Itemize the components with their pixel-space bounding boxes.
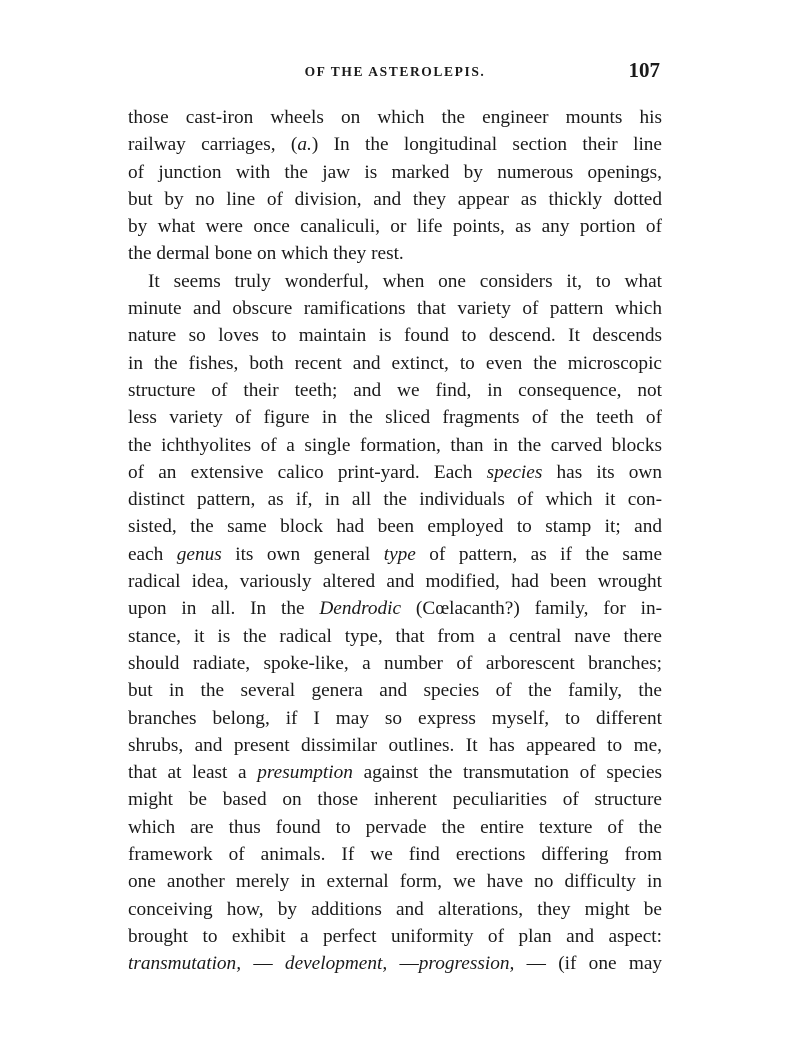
text-segment: its own general bbox=[221, 543, 384, 565]
text-line bbox=[128, 513, 662, 540]
text-line bbox=[128, 404, 662, 431]
text-segment: less variety of figure in the sliced fragments of the teeth of bbox=[128, 407, 662, 429]
text-line bbox=[128, 350, 662, 377]
text-line bbox=[128, 322, 662, 349]
text-segment: — bbox=[387, 953, 419, 975]
text-segment: railway carriages, ( bbox=[128, 134, 298, 156]
italic-text: transmutation, bbox=[128, 953, 242, 975]
text-segment: It seems truly wonderful, when one considers it, to what bbox=[148, 270, 662, 292]
text-line bbox=[128, 104, 662, 131]
text-line bbox=[128, 650, 662, 677]
text-segment: sisted, the same block had been employed to stamp it; and bbox=[128, 516, 662, 538]
running-head bbox=[128, 56, 662, 92]
text-segment: radical idea, variously altered and modified, had been wrought bbox=[128, 571, 662, 593]
text-line bbox=[128, 595, 662, 622]
text-segment: of junction with the jaw is marked by numerous openings, bbox=[128, 161, 662, 183]
italic-text: a. bbox=[297, 134, 312, 156]
text-line bbox=[128, 377, 662, 404]
text-segment: by what were once canaliculi, or life points, as any portion of bbox=[128, 216, 662, 238]
text-line bbox=[128, 759, 662, 786]
italic-text: presumption bbox=[257, 762, 353, 784]
text-segment: upon in all. In the bbox=[128, 598, 320, 620]
text-segment: — (if one may bbox=[514, 953, 662, 975]
text-segment: ) In the longitudinal section their line bbox=[311, 134, 662, 156]
text-line bbox=[128, 295, 662, 322]
text-line bbox=[128, 213, 662, 240]
italic-text: Dendrodic bbox=[319, 598, 402, 620]
text-segment: might be based on those inherent peculiarities of structure bbox=[128, 789, 662, 811]
text-segment: branches belong, if I may so express myself, to different bbox=[128, 707, 662, 729]
text-line bbox=[128, 923, 662, 950]
text-line bbox=[128, 868, 662, 895]
italic-text: type bbox=[383, 543, 416, 565]
text-segment: of pattern, as if the same bbox=[415, 543, 662, 565]
text-line bbox=[128, 268, 662, 295]
book-page bbox=[128, 56, 662, 978]
text-line bbox=[128, 568, 662, 595]
text-segment: stance, it is the radical type, that from a central nave there bbox=[128, 625, 662, 647]
text-segment: nature so loves to maintain is found to descend. It descends bbox=[128, 325, 662, 347]
text-segment: in the fishes, both recent and extinct, to even the microscopic bbox=[128, 352, 662, 374]
text-line bbox=[128, 732, 662, 759]
text-line bbox=[128, 841, 662, 868]
text-line bbox=[128, 814, 662, 841]
text-line bbox=[128, 486, 662, 513]
text-segment: should radiate, spoke-like, a number of arborescent branches; bbox=[128, 652, 662, 674]
text-segment: but by no line of division, and they appear as thickly dotted bbox=[128, 188, 662, 210]
text-segment: of an extensive calico print-yard. Each bbox=[128, 461, 487, 483]
text-segment: distinct pattern, as if, in all the individuals of which it con- bbox=[128, 489, 662, 511]
text-line bbox=[128, 186, 662, 213]
text-line bbox=[128, 159, 662, 186]
text-segment: those cast-iron wheels on which the engineer mounts his bbox=[128, 107, 662, 128]
text-segment: minute and obscure ramifications that variety of pattern which bbox=[128, 298, 662, 320]
text-segment: each bbox=[128, 543, 177, 565]
italic-text: genus bbox=[176, 543, 222, 565]
running-title: OF THE ASTEROLEPIS. bbox=[304, 64, 486, 79]
text-segment: against the transmutation of species bbox=[352, 762, 662, 784]
page-number: 107 bbox=[628, 58, 660, 82]
text-line bbox=[128, 786, 662, 813]
text-line bbox=[128, 677, 662, 704]
text-line bbox=[128, 705, 662, 732]
text-segment: the ichthyolites of a single formation, than in the carved blocks bbox=[128, 434, 662, 456]
italic-text: development, bbox=[284, 953, 388, 975]
text-segment: one another merely in external form, we have no difficulty in bbox=[128, 871, 662, 893]
text-line bbox=[128, 950, 662, 977]
italic-text: progression, bbox=[418, 953, 515, 975]
text-segment: that at least a bbox=[128, 762, 258, 784]
text-segment: (Cœlacanth?) family, for in- bbox=[401, 598, 662, 620]
text-segment: has its own bbox=[542, 461, 662, 483]
body-text bbox=[128, 104, 662, 978]
text-line bbox=[128, 240, 662, 267]
text-segment: which are thus found to pervade the entire texture of the bbox=[128, 816, 662, 838]
text-segment: — bbox=[241, 953, 285, 975]
text-segment: shrubs, and present dissimilar outlines. It has appeared to me, bbox=[128, 734, 662, 756]
text-line bbox=[128, 432, 662, 459]
text-line bbox=[128, 131, 662, 158]
text-line bbox=[128, 459, 662, 486]
text-segment: conceiving how, by additions and alterations, they might be bbox=[128, 898, 662, 920]
text-segment: structure of their teeth; and we find, in consequence, not bbox=[128, 379, 662, 401]
text-segment: brought to exhibit a perfect uniformity of plan and aspect: bbox=[128, 925, 662, 947]
text-segment: framework of animals. If we find erections differing from bbox=[128, 844, 662, 866]
text-segment: the dermal bone on which they rest. bbox=[128, 243, 404, 265]
text-line bbox=[128, 541, 662, 568]
text-line bbox=[128, 623, 662, 650]
text-segment: but in the several genera and species of the family, the bbox=[128, 680, 662, 702]
italic-text: species bbox=[486, 461, 543, 483]
text-line bbox=[128, 896, 662, 923]
